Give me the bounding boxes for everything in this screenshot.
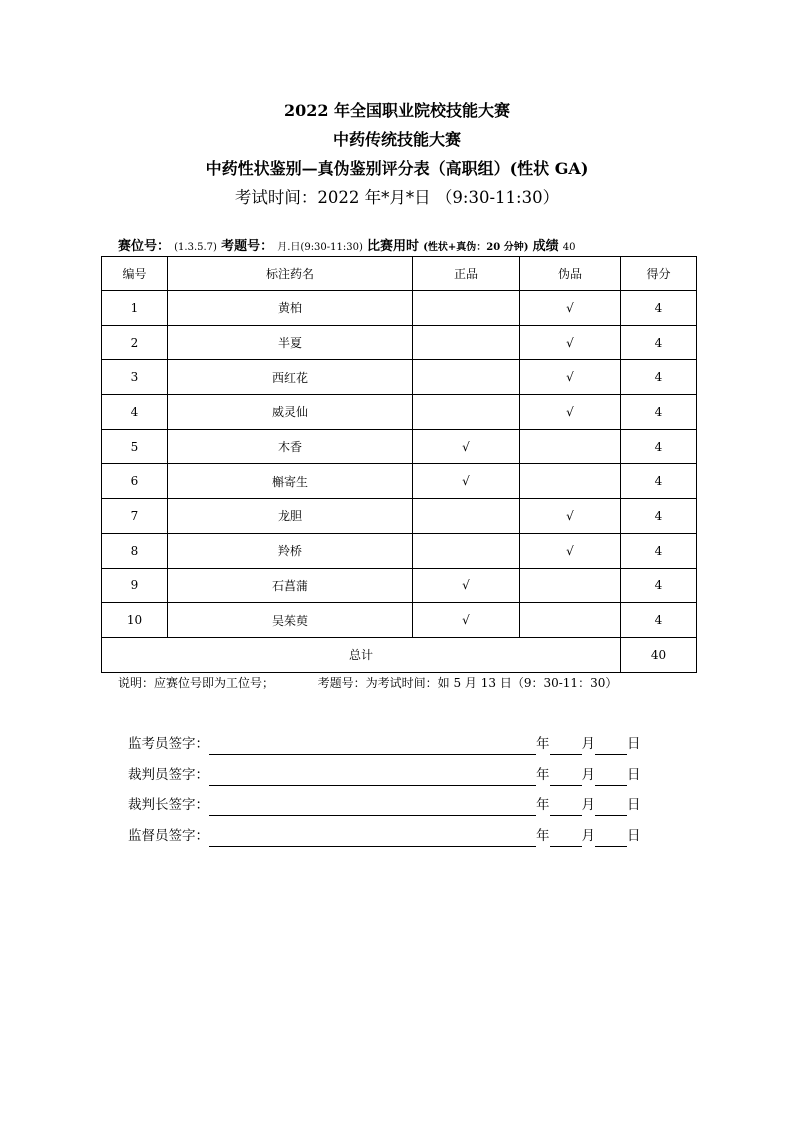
signature-row-chief-judge [128, 794, 641, 816]
info-line [118, 238, 698, 257]
month-label: 月 [581, 828, 595, 844]
row-genuine-mark: √ [413, 603, 520, 638]
signature-label: 监考员签字： [128, 736, 209, 752]
score-label: 成绩 [532, 239, 559, 254]
table-total-row [102, 637, 697, 672]
header-fake: 伪品 [520, 257, 621, 291]
signature-input[interactable] [209, 832, 536, 847]
row-score: 4 [621, 360, 697, 395]
row-drug-name: 石菖蒲 [168, 568, 413, 603]
row-drug-name: 槲寄生 [168, 464, 413, 499]
note-seat: 说明：应赛位号即为工位号； [118, 676, 275, 690]
exam-label: 考题号： [221, 239, 274, 254]
row-genuine-mark [413, 325, 520, 360]
table-row [102, 499, 697, 534]
total-value: 40 [621, 637, 697, 672]
row-drug-name: 羚桥 [168, 533, 413, 568]
table-row [102, 291, 697, 326]
row-number: 9 [102, 568, 168, 603]
row-drug-name: 半夏 [168, 325, 413, 360]
table-row [102, 464, 697, 499]
year-label: 年 [536, 797, 550, 813]
table-row [102, 533, 697, 568]
title-competition: 2022 年全国职业院校技能大赛 [283, 101, 511, 120]
row-genuine-mark: √ [413, 429, 520, 464]
year-label: 年 [536, 828, 550, 844]
title-event: 中药传统技能大赛 [332, 130, 461, 149]
row-genuine-mark: √ [413, 464, 520, 499]
row-fake-mark: √ [520, 360, 621, 395]
time-value: (性状+真伪：20 分钟) [423, 242, 529, 253]
month-input[interactable] [550, 740, 582, 755]
row-drug-name: 黄柏 [168, 291, 413, 326]
row-fake-mark [520, 429, 621, 464]
month-input[interactable] [550, 832, 582, 847]
row-genuine-mark [413, 395, 520, 430]
row-fake-mark: √ [520, 499, 621, 534]
row-number: 10 [102, 603, 168, 638]
month-input[interactable] [550, 771, 582, 786]
time-label: 比赛用时 [367, 239, 420, 254]
row-score: 4 [621, 533, 697, 568]
year-label: 年 [536, 767, 550, 783]
row-drug-name: 木香 [168, 429, 413, 464]
row-score: 4 [621, 325, 697, 360]
month-input[interactable] [550, 801, 582, 816]
row-score: 4 [621, 603, 697, 638]
day-input[interactable] [595, 801, 627, 816]
title-exam-time: 考试时间：2022 年*月*日 （9:30-11:30） [234, 188, 560, 207]
header-drug-name: 标注药名 [168, 257, 413, 291]
row-fake-mark [520, 568, 621, 603]
note-line [118, 674, 617, 691]
row-score: 4 [621, 291, 697, 326]
table-row [102, 360, 697, 395]
table-row [102, 395, 697, 430]
row-number: 5 [102, 429, 168, 464]
month-label: 月 [581, 797, 595, 813]
day-label: 日 [627, 828, 641, 844]
signature-row-proctor [128, 733, 641, 755]
total-label: 总计 [102, 637, 621, 672]
row-genuine-mark: √ [413, 568, 520, 603]
row-genuine-mark [413, 360, 520, 395]
day-label: 日 [627, 797, 641, 813]
row-score: 4 [621, 429, 697, 464]
score-table [101, 256, 697, 673]
header-genuine: 正品 [413, 257, 520, 291]
seat-label: 赛位号： [118, 239, 171, 254]
title-form: 中药性状鉴别—真伪鉴别评分表（高职组）(性状 GA) [205, 159, 589, 178]
row-drug-name: 威灵仙 [168, 395, 413, 430]
row-number: 6 [102, 464, 168, 499]
header-number: 编号 [102, 257, 168, 291]
row-number: 1 [102, 291, 168, 326]
row-number: 3 [102, 360, 168, 395]
year-label: 年 [536, 736, 550, 752]
row-drug-name: 吴茱萸 [168, 603, 413, 638]
row-score: 4 [621, 464, 697, 499]
row-number: 2 [102, 325, 168, 360]
row-fake-mark: √ [520, 395, 621, 430]
day-label: 日 [627, 736, 641, 752]
signature-row-supervisor [128, 825, 641, 847]
day-input[interactable] [595, 740, 627, 755]
row-number: 4 [102, 395, 168, 430]
signature-input[interactable] [209, 801, 536, 816]
row-fake-mark: √ [520, 325, 621, 360]
row-genuine-mark [413, 499, 520, 534]
row-number: 8 [102, 533, 168, 568]
table-row [102, 325, 697, 360]
row-fake-mark [520, 603, 621, 638]
row-drug-name: 西红花 [168, 360, 413, 395]
signature-label: 监督员签字： [128, 828, 209, 844]
signature-input[interactable] [209, 740, 536, 755]
seat-value: (1.3.5.7) [174, 242, 217, 253]
signature-label: 裁判员签字： [128, 767, 209, 783]
title-block [0, 96, 794, 212]
row-fake-mark: √ [520, 533, 621, 568]
month-label: 月 [581, 767, 595, 783]
row-drug-name: 龙胆 [168, 499, 413, 534]
table-row [102, 603, 697, 638]
note-exam: 考题号：为考试时间：如 5 月 13 日（9：30-11：30） [317, 676, 618, 690]
signature-input[interactable] [209, 771, 536, 786]
row-genuine-mark [413, 533, 520, 568]
exam-value: 月.日(9:30-11:30) [277, 242, 363, 253]
signature-label: 裁判长签字： [128, 797, 209, 813]
month-label: 月 [581, 736, 595, 752]
header-score: 得分 [621, 257, 697, 291]
row-number: 7 [102, 499, 168, 534]
row-score: 4 [621, 499, 697, 534]
day-label: 日 [627, 767, 641, 783]
row-score: 4 [621, 568, 697, 603]
row-genuine-mark [413, 291, 520, 326]
day-input[interactable] [595, 832, 627, 847]
day-input[interactable] [595, 771, 627, 786]
table-row [102, 429, 697, 464]
row-score: 4 [621, 395, 697, 430]
table-row [102, 568, 697, 603]
table-header-row [102, 257, 697, 291]
signature-row-judge [128, 764, 641, 786]
row-fake-mark [520, 464, 621, 499]
row-fake-mark: √ [520, 291, 621, 326]
score-value: 40 [562, 242, 576, 253]
